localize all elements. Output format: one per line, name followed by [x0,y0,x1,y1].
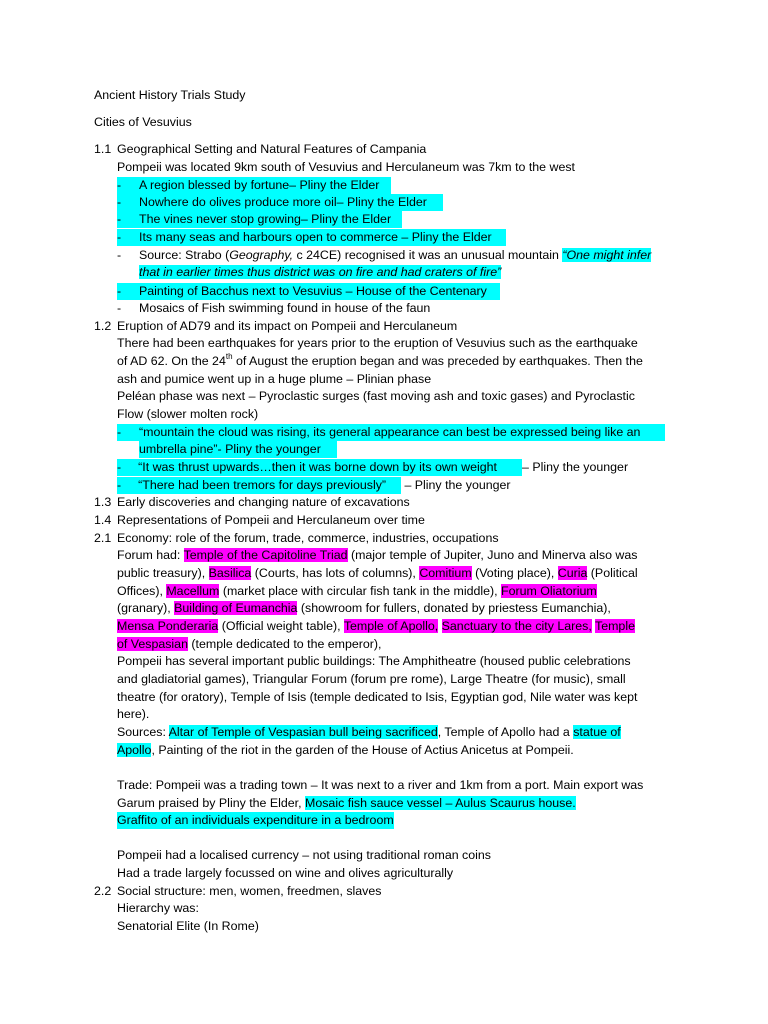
text-run: Offices), [117,584,167,598]
paragraph-line [117,565,638,582]
section-number: 1.4 [94,513,112,527]
text-run: , Temple of Apollo had a [437,725,574,739]
paragraph-line: Pompeii has several important public buildings: The Amphitheatre (housed public celebrations [117,654,631,668]
paragraph-line: Trade: Pompeii was a trading town – It was next to a river and 1km from a port. Main export was [117,778,644,792]
paragraph-line: Had a trade largely focussed on wine and olives agriculturally [117,866,454,880]
bullet-text: Mosaics of Fish swimming found in house of the faun [139,301,431,315]
paragraph-line [117,618,635,635]
bullet-text: Nowhere do olives produce more oil– Pliny the Elder [139,195,427,209]
text-run: (granary), [117,601,175,615]
section-heading: Economy: role of the forum, trade, commerce, industries, occupations [117,531,499,545]
bullet-dash: - [117,425,122,439]
paragraph-line [117,742,574,759]
paragraph-line [117,600,611,617]
quote-continuation [139,264,501,281]
section-number: 1.1 [94,142,112,156]
quote-text: “It was thrust upwards…then it was borne down by its own weight [138,460,497,474]
highlighted-term: Sanctuary to the city Lares, [441,619,592,633]
paragraph-line [117,583,597,600]
text-run: Forum had: [117,548,184,562]
paragraph-line: Flow (slower molten rock) [117,407,259,421]
highlighted-quote: umbrella pine”- Pliny the younger [139,441,337,458]
paragraph-line: Hierarchy was: [117,901,199,915]
text-run: of AD 62. On the 24 [117,354,226,368]
text-run: (Political [587,566,638,580]
bullet-dash: - [117,178,122,192]
highlighted-term: Macellum [166,584,220,598]
bullet-dash: - [117,212,122,226]
source-text: c 24CE) recognised it was an unusual mountain [293,248,563,262]
highlighted-source: Apollo [117,743,152,757]
highlighted-quote: “One might infer [562,248,652,262]
highlighted-bullet-row [117,211,402,228]
highlighted-term: Comitium [419,566,472,580]
highlighted-term: of Vespasian [117,637,188,651]
highlighted-quote [117,477,401,494]
highlighted-bullet-row [117,194,443,211]
document-title: Ancient History Trials Study [94,88,246,102]
source-title: Geography, [229,248,294,262]
paragraph-line [117,547,637,564]
highlighted-term: Building of Eumanchia [174,601,298,615]
text-run: (Voting place), [471,566,558,580]
quote-row [117,477,511,494]
bullet-dash: - [117,248,122,262]
quote-row [117,459,628,476]
paragraph-line: Pompeii was located 9km south of Vesuvius and Herculaneum was 7km to the west [117,160,575,174]
section-number: 2.1 [94,531,112,545]
bullet-dash: - [117,460,122,474]
section-number: 1.2 [94,319,112,333]
quote-attribution: – Pliny the younger [401,478,511,492]
paragraph-line: Peléan phase was next – Pyroclastic surges (fast moving ash and toxic gases) and Pyroclastic [117,389,635,403]
highlighted-term: Temple [595,619,635,633]
paragraph-line: and gladiatorial games), Triangular Forum (forum pre rome), Large Theatre (for music), small [117,672,626,686]
section-heading: Representations of Pompeii and Herculaneum over time [117,513,425,527]
bullet-dash: - [117,284,122,298]
paragraph-line [117,636,382,653]
highlighted-term: Mensa Ponderaria [117,619,219,633]
paragraph-line: ash and pumice went up in a huge plume – Plinian phase [117,372,432,386]
highlighted-source: Altar of Temple of Vespasian bull being sacrificed [168,725,438,739]
section-heading: Geographical Setting and Natural Features of Campania [117,142,427,156]
highlighted-bullet-row [117,177,391,194]
superscript: th [225,352,233,361]
paragraph-line: here). [117,707,150,721]
text-run: Sources: [117,725,169,739]
quote-attribution: – Pliny the younger [522,460,629,474]
quote-text: “There had been tremors for days previously” [138,478,387,492]
text-run: of August the eruption began and was preceded by earthquakes. Then the [232,354,643,368]
highlighted-term: Temple of the Capitoline Triad [183,548,348,562]
bullet-dash: - [117,301,122,315]
text-run: (major temple of Jupiter, Juno and Minerva also was [347,548,638,562]
highlighted-source: Graffito of an individuals expenditure in a bedroom [117,813,394,827]
highlighted-term: Temple of Apollo, [343,619,439,633]
paragraph-line: Pompeii had a localised currency – not using traditional roman coins [117,848,491,862]
section-number: 1.3 [94,495,112,509]
highlighted-term: Forum Oliatorium [501,584,597,598]
text-run: (temple dedicated to the emperor), [187,637,382,651]
paragraph-line [117,353,643,370]
highlighted-bullet-row [117,283,500,300]
bullet-dash: - [117,195,122,209]
text-run: Garum praised by Pliny the Elder, [117,796,306,810]
text-run: (Official weight table), [218,619,344,633]
highlighted-term: Basilica [208,566,252,580]
highlighted-term: Curia [557,566,588,580]
paragraph-line [117,724,621,741]
text-run: (showroom for fullers, donated by priestess Eumanchia), [297,601,611,615]
section-heading: Social structure: men, women, freedmen, slaves [117,884,382,898]
highlighted-source: statue of [573,725,621,739]
section-number: 2.2 [94,884,112,898]
highlighted-quote: that in earlier times thus district was on fire and had craters of fire” [139,265,502,279]
bullet-text: Its many seas and harbours open to commerce – Pliny the Elder [139,230,492,244]
text-run: (Courts, has lots of columns), [251,566,420,580]
text-run: public treasury), [117,566,209,580]
highlighted-source: Mosaic fish sauce vessel – Aulus Scaurus house. [305,796,576,810]
text-run: (market place with circular fish tank in the middle), [219,584,502,598]
bullet-text: The vines never stop growing– Pliny the Elder [139,212,392,226]
highlighted-bullet-row [117,229,506,246]
bullet-text: A region blessed by fortune– Pliny the Elder [139,178,380,192]
text-run: , Painting of the riot in the garden of the House of Actius Anicetus at Pompeii. [151,743,574,757]
source-line [139,247,651,264]
highlighted-quote [117,459,522,476]
section-heading: Early discoveries and changing nature of excavations [117,495,410,509]
highlighted-bullet-row [117,424,665,441]
bullet-dash: - [117,230,122,244]
source-text: Source: Strabo ( [139,248,230,262]
paragraph-line [117,795,576,812]
bullet-text: “mountain the cloud was rising, its general appearance can best be expressed being like an [139,425,641,439]
bullet-dash: - [117,478,122,492]
paragraph-line: theatre (for oratory), Temple of Isis (temple dedicated to Isis, Egyptian god, Nile water was kept [117,690,638,704]
paragraph-line: Senatorial Elite (In Rome) [117,919,259,933]
document-subtitle: Cities of Vesuvius [94,115,192,129]
paragraph-line: There had been earthquakes for years prior to the eruption of Vesuvius such as the earthquake [117,336,638,350]
bullet-text: Painting of Bacchus next to Vesuvius – House of the Centenary [139,284,487,298]
section-heading: Eruption of AD79 and its impact on Pompeii and Herculaneum [117,319,458,333]
